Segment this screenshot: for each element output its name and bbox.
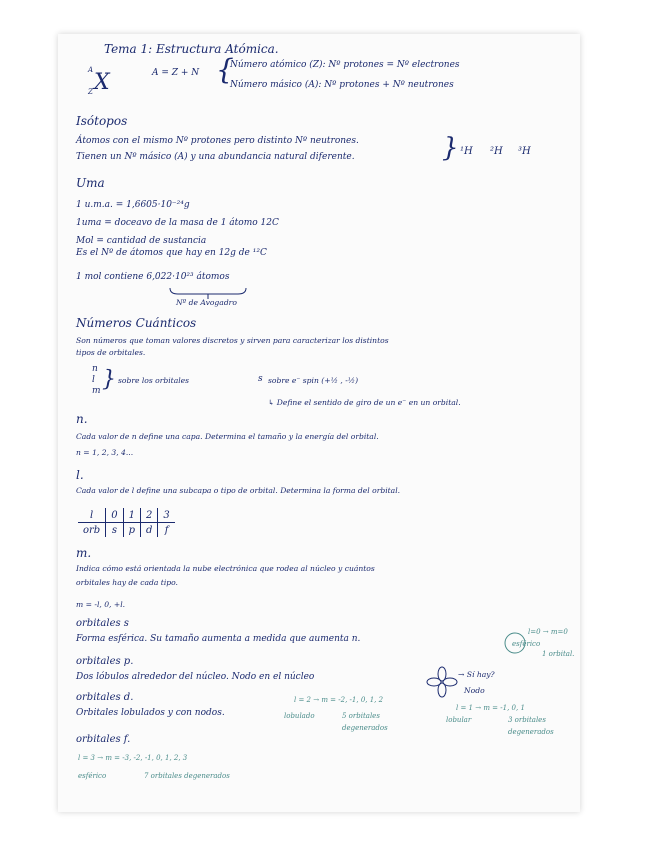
orbitales-d-teal1: l = 2 → m = -2, -1, 0, 1, 2	[294, 696, 384, 704]
orbitales-p-note2: Nodo	[464, 686, 485, 695]
l-line1: Cada valor de l define una subcapa o tipo de orbital. Determina la forma del orbital.	[76, 486, 401, 495]
orbitales-d-teal3: 5 orbitales	[342, 712, 380, 720]
table-cell: 0	[106, 508, 123, 523]
cuanticos-heading: Números Cuánticos	[76, 316, 197, 330]
orbitales-f-heading: orbitales f.	[76, 734, 131, 745]
spin-arrow-note: ↳ Define el sentido de giro de un e⁻ en un orbital.	[268, 398, 461, 407]
orbitales-d-teal2: lobulado	[284, 712, 315, 720]
table-cell: f	[158, 523, 175, 538]
brace: }	[442, 133, 459, 163]
notebook-page	[58, 34, 580, 812]
atomic-number-def: Número atómico (Z): Nº protones = Nº electrones	[230, 60, 460, 70]
table-cell: p	[123, 523, 140, 538]
orbitales-s-note3: 1 orbital.	[542, 650, 575, 658]
orbitales-s-note2: esférico	[512, 640, 541, 648]
atomic-number-label: Z	[88, 88, 93, 96]
isotope-protium: ¹H	[460, 146, 473, 157]
orbitales-p-teal2: lobular	[446, 716, 472, 724]
isotope-deuterium: ²H	[490, 146, 503, 157]
orbitales-p-teal4: degenerados	[508, 728, 554, 736]
table-cell: 3	[158, 508, 175, 523]
table-cell: orb	[83, 524, 101, 536]
n-line1: Cada valor de n define una capa. Determina el tamaño y la energía del orbital.	[76, 432, 379, 441]
quantum-n: n	[92, 364, 98, 374]
quantum-l: l	[92, 375, 95, 385]
uma-line1: 1 u.m.a. = 1,6605·10⁻²⁴g	[76, 200, 190, 210]
l-heading: l.	[76, 468, 84, 482]
n-line2: n = 1, 2, 3, 4...	[76, 448, 134, 457]
cuanticos-line1: Son números que toman valores discretos y sirven para caracterizar los distintos	[76, 336, 389, 345]
mass-number-def: Número másico (A): Nº protones + Nº neutrones	[230, 80, 454, 90]
m-heading: m.	[76, 546, 92, 560]
orbitales-d-line1: Orbitales lobulados y con nodos.	[76, 708, 225, 718]
m-line2: orbitales hay de cada tipo.	[76, 578, 178, 587]
brace: }	[102, 367, 116, 392]
uma-line4: Es el Nº de átomos que hay en 12g de ¹²C	[76, 248, 267, 258]
uma-heading: Uma	[76, 176, 105, 190]
m-line3: m = -l, 0, +l.	[76, 600, 126, 609]
table-cell: s	[106, 523, 123, 538]
spin-definition: sobre e⁻ spin (+½ , -½)	[268, 376, 359, 385]
table-cell: d	[140, 523, 157, 538]
brace: {	[216, 53, 234, 86]
table-cell: 1	[123, 508, 140, 523]
orbitales-p-teal3: 3 orbitales	[508, 716, 546, 724]
isotopos-heading: Isótopos	[76, 114, 128, 128]
cuanticos-line2: tipos de orbitales.	[76, 348, 146, 357]
page-title: Tema 1: Estructura Atómica.	[104, 42, 279, 56]
orbitales-s-heading: orbitales s	[76, 618, 129, 629]
spin-s-label: s	[258, 374, 263, 384]
orbitales-f-teal2: esférico	[78, 772, 107, 780]
uma-line2: 1uma = doceavo de la masa de 1 átomo 12C	[76, 218, 279, 228]
l-orbital-table	[78, 508, 175, 537]
mass-number-label: A	[88, 66, 94, 74]
table-cell: 2	[140, 508, 157, 523]
orbitales-d-teal4: degenerados	[342, 724, 388, 732]
isotopos-line2: Tienen un Nº másico (A) y una abundancia natural diferente.	[76, 152, 355, 162]
n-heading: n.	[76, 412, 88, 426]
orbitales-p-line1: Dos lóbulos alrededor del núcleo. Nodo en el núcleo	[76, 672, 315, 682]
avogadro-label: Nº de Avogadro	[176, 298, 237, 307]
orbitales-d-heading: orbitales d.	[76, 692, 134, 703]
uma-line3: Mol = cantidad de sustancia	[76, 236, 207, 246]
quantum-m: m	[92, 386, 101, 396]
table-cell: l	[78, 508, 106, 523]
sobre-orbitales: sobre los orbitales	[118, 376, 190, 385]
orbitales-f-teal1: l = 3 → m = -3, -2, -1, 0, 1, 2, 3	[78, 754, 188, 762]
p-orbital-lobes-icon	[426, 666, 458, 698]
orbitales-f-teal3: 7 orbitales degenerados	[144, 772, 230, 780]
orbitales-s-line1: Forma esférica. Su tamaño aumenta a medida que aumenta n.	[76, 634, 361, 644]
orbitales-p-teal1: l = 1 → m = -1, 0, 1	[456, 704, 525, 712]
orbitales-p-note1: → Sí hay?	[458, 670, 495, 679]
orbitales-s-note1: l=0 → m=0	[528, 628, 568, 636]
isotope-tritium: ³H	[518, 146, 531, 157]
table-row	[78, 523, 175, 538]
m-line1: Indica cómo está orientada la nube electrónica que rodea al núcleo y cuántos	[76, 564, 375, 573]
orbitales-p-heading: orbitales p.	[76, 656, 134, 667]
formula-a-z-n: A = Z + N	[152, 68, 200, 78]
isotopos-line1: Átomos con el mismo Nº protones pero distinto Nº neutrones.	[76, 136, 359, 146]
uma-line5: 1 mol contiene 6,022·10²³ átomos	[76, 272, 230, 282]
element-symbol: X	[94, 70, 110, 95]
table-row	[78, 508, 175, 523]
